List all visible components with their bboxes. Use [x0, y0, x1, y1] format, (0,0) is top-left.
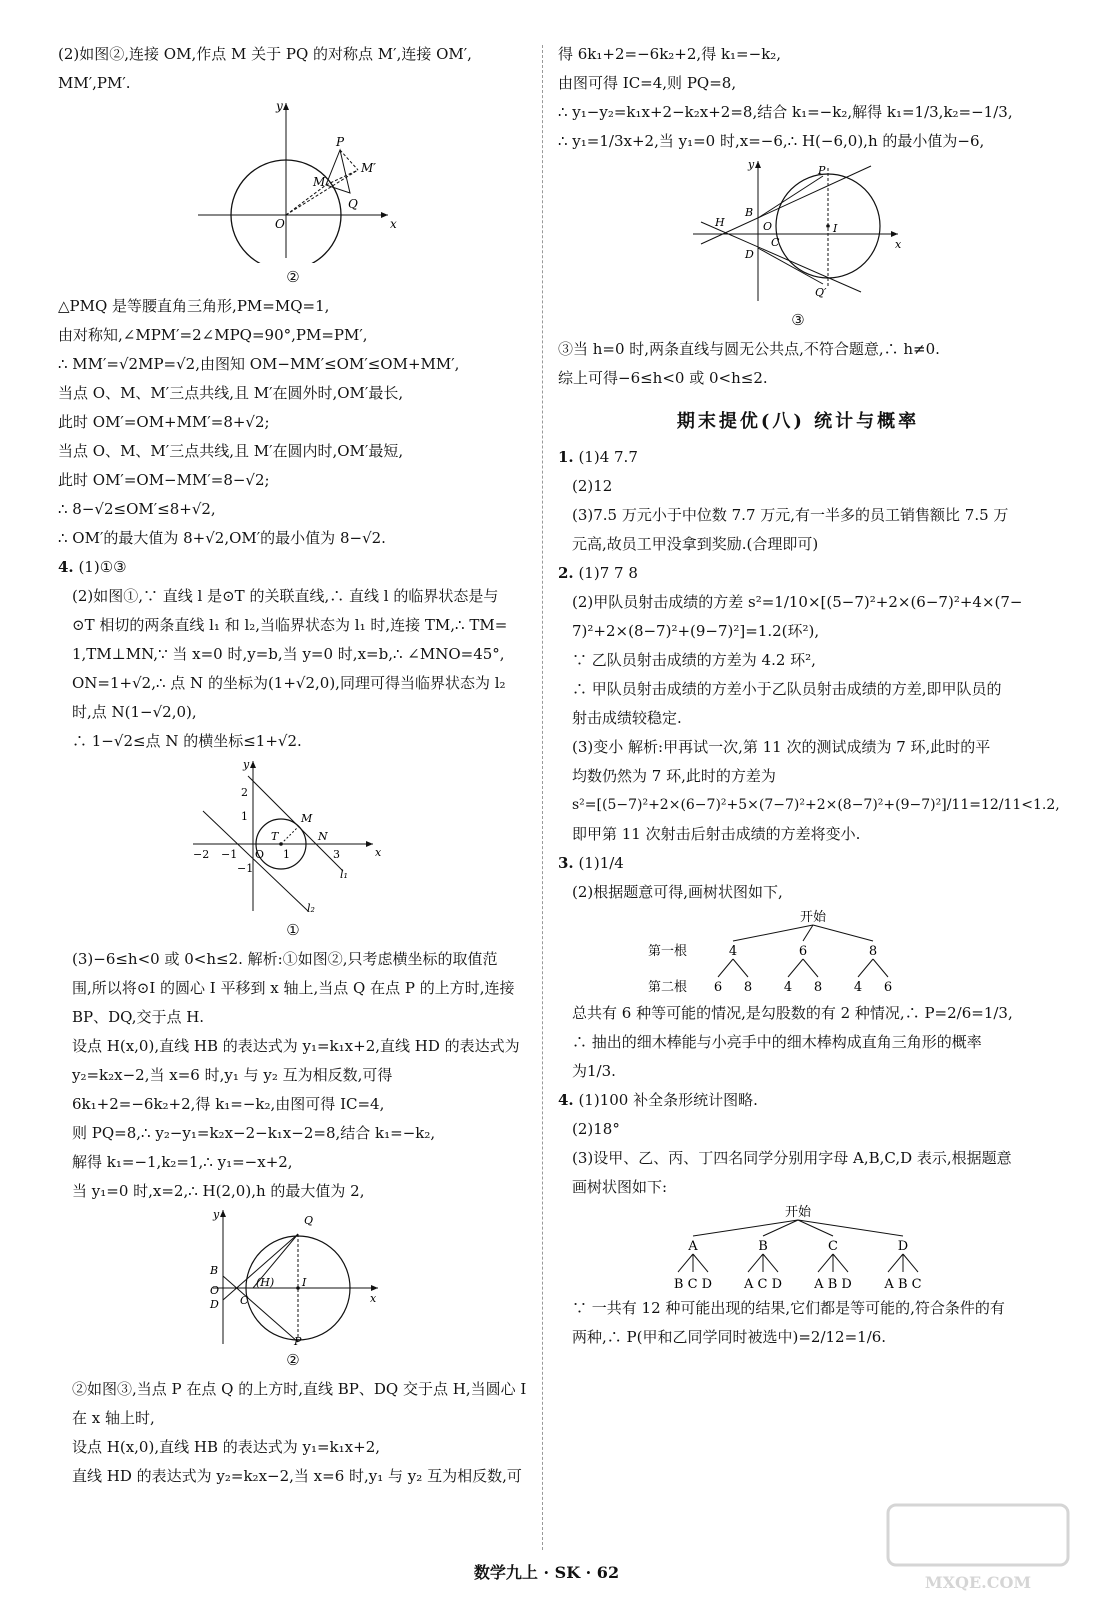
solution-line: 综上可得−6≤h<0 或 0<h≤2.	[558, 369, 768, 387]
q2-line: (1)7 7 8	[578, 564, 638, 582]
solution-line: 此时 OM′=OM+MM′=8+√2;	[58, 413, 270, 431]
svg-text:O: O	[275, 217, 285, 231]
q1-line: 元高,故员工甲没拿到奖励.(合理即可)	[572, 535, 819, 553]
tree-node: B	[758, 1239, 768, 1254]
q4-3b-line: 直线 HD 的表达式为 y₂=k₂x−2,当 x=6 时,y₁ 与 y₂ 互为相反数,可	[72, 1467, 522, 1485]
q4-3-line: 6k₁+2=−6k₂+2,得 k₁=−k₂,由图可得 IC=4,	[72, 1095, 385, 1113]
q2-line: s²=[(5−7)²+2×(6−7)²+5×(7−7)²+2×(8−7)²+(9−7)²]/11=12/11<1.2,	[572, 797, 1060, 813]
solution-line: 当点 O、M、M′三点共线,且 M′在圆外时,OM′最长,	[58, 384, 404, 402]
tree-leaf: 6	[883, 980, 893, 995]
svg-text:I: I	[302, 1276, 307, 1289]
q4-line: (3)设甲、乙、丙、丁四名同学分别用字母 A,B,C,D 表示,根据题意	[572, 1149, 1012, 1167]
svg-text:P: P	[818, 164, 826, 177]
solution-line: △PMQ 是等腰直角三角形,PM=MQ=1,	[58, 297, 330, 315]
svg-text:O: O	[210, 1284, 220, 1297]
svg-text:M: M	[301, 812, 313, 825]
q4-2-line: ∴ 1−√2≤点 N 的横坐标≤1+√2.	[72, 732, 302, 750]
figure-1-tangent-lines	[183, 756, 403, 916]
figure-3-circle	[683, 156, 913, 306]
question-1	[558, 443, 1038, 472]
question-3	[558, 849, 1038, 878]
svg-text:(H): (H)	[256, 1276, 275, 1289]
q4-3-line: 当 y₁=0 时,x=2,∴ H(2,0),h 的最大值为 2,	[72, 1182, 365, 1200]
svg-text:P: P	[336, 135, 345, 149]
figure-1-caption: ①	[286, 921, 300, 939]
tree-node: D	[897, 1239, 909, 1254]
svg-text:T: T	[271, 830, 279, 843]
tree-node: 4	[728, 944, 738, 959]
tree-leaf-group: A B D	[814, 1277, 852, 1292]
svg-text:I: I	[833, 222, 838, 235]
q4-3-line: BP、DQ,交于点 H.	[72, 1008, 205, 1026]
svg-text:y: y	[276, 99, 283, 113]
figure-2-circle	[178, 98, 408, 263]
q4-3-line: 解得 k₁=−1,k₂=1,∴ y₁=−x+2,	[72, 1153, 293, 1171]
question-number: 1.	[558, 448, 574, 466]
svg-text:D: D	[745, 248, 754, 261]
q4-2-line: ⊙T 相切的两条直线 l₁ 和 l₂,当临界状态为 l₁ 时,连接 TM,∴ TM=	[72, 616, 508, 634]
q3-line: (2)根据题意可得,画树状图如下,	[572, 883, 783, 901]
solution-line: ∴ y₁=1/3x+2,当 y₁=0 时,x=−6,∴ H(−6,0),h 的最小值为−6,	[558, 132, 985, 150]
svg-text:B: B	[745, 206, 754, 219]
svg-text:x: x	[895, 238, 902, 251]
svg-text:2: 2	[241, 786, 248, 799]
tree-node: A	[688, 1239, 698, 1254]
q4-line: (1)100 补全条形统计图略.	[578, 1091, 758, 1109]
q4-3-line: 设点 H(x,0),直线 HB 的表达式为 y₁=k₁x+2,直线 HD 的表达式为	[72, 1037, 520, 1055]
tree-start: 开始	[784, 1205, 812, 1220]
q4-line: ∵ 一共有 12 种可能出现的结果,它们都是等可能的,符合条件的有	[572, 1299, 1005, 1317]
question-2	[558, 559, 1038, 588]
q2-line: 7)²+2×(8−7)²+(9−7)²]=1.2(环²),	[572, 622, 820, 640]
question-number: 4.	[558, 1091, 574, 1109]
svg-text:−2: −2	[193, 848, 210, 861]
solution-line: 由图可得 IC=4,则 PQ=8,	[558, 74, 737, 92]
svg-text:C: C	[771, 236, 780, 249]
svg-text:B: B	[210, 1264, 219, 1277]
svg-text:O: O	[255, 848, 265, 861]
q4-3-line: (3)−6≤h<0 或 0<h≤2. 解析:①如图②,只考虑横坐标的取值范	[72, 950, 498, 968]
tree-row-label: 第二根	[648, 980, 688, 995]
solution-line: 由对称知,∠MPM′=2∠MPQ=90°,PM=PM′,	[58, 326, 368, 344]
right-column	[558, 40, 1060, 1352]
solution-line: ∴ y₁−y₂=k₁x+2−k₂x+2=8,结合 k₁=−k₂,解得 k₁=1/3,k₂=−1/3,	[558, 103, 1013, 121]
svg-text:D: D	[210, 1298, 219, 1311]
svg-text:l₂: l₂	[307, 902, 315, 915]
svg-text:x: x	[370, 1292, 377, 1305]
q4-3b-line: 在 x 轴上时,	[72, 1409, 155, 1427]
q3-line: 总共有 6 种等可能的情况,是勾股数的有 2 种情况,∴ P=2/6=1/3,	[572, 1004, 1013, 1022]
svg-text:Q: Q	[348, 197, 358, 211]
solution-line: 此时 OM′=OM−MM′=8−√2;	[58, 471, 270, 489]
svg-text:M: M	[313, 175, 326, 189]
q3-2-line: (2)如图②,连接 OM,作点 M 关于 PQ 的对称点 M′,连接 OM′,	[58, 45, 472, 63]
svg-text:x: x	[375, 846, 382, 859]
q3-line: (1)1/4	[578, 854, 624, 872]
q2-line: ∴ 甲队员射击成绩的方差小于乙队员射击成绩的方差,即甲队员的	[572, 680, 1002, 698]
q2-line: (3)变小 解析:甲再试一次,第 11 次的测试成绩为 7 环,此时的平	[572, 738, 991, 756]
question-4-right	[558, 1086, 1038, 1115]
q4-3b-line: ②如图③,当点 P 在点 Q 的上方时,直线 BP、DQ 交于点 H,当圆心 I	[72, 1380, 527, 1398]
svg-text:O: O	[763, 220, 773, 233]
watermark-text: MXQE.COM	[924, 1573, 1032, 1592]
figure-2b-caption: ②	[286, 1351, 300, 1369]
svg-text:3: 3	[333, 848, 340, 861]
svg-text:l₁: l₁	[340, 868, 348, 881]
page-footer: 数学九上 · SK · 62	[473, 1563, 620, 1582]
solution-line: ③当 h=0 时,两条直线与圆无公共点,不符合题意,∴ h≠0.	[558, 340, 940, 358]
section-title: 期末提优(八) 统计与概率	[676, 411, 920, 432]
q1-line: (1)4 7.7	[578, 448, 638, 466]
q4-2-line: 时,点 N(1−√2,0),	[72, 703, 197, 721]
q3-line: 为1/3.	[572, 1062, 616, 1080]
tree-leaf-group: B C D	[673, 1277, 713, 1292]
left-column	[58, 40, 528, 1491]
q4-3b-line: 设点 H(x,0),直线 HB 的表达式为 y₁=k₁x+2,	[72, 1438, 380, 1456]
tree-start: 开始	[799, 910, 827, 925]
solution-line: 得 6k₁+2=−6k₂+2,得 k₁=−k₂,	[558, 45, 782, 63]
tree-leaf: 8	[743, 980, 753, 995]
question-4	[58, 553, 528, 582]
q2-line: (2)甲队员射击成绩的方差 s²=1/10×[(5−7)²+2×(6−7)²+4×(7−	[572, 593, 1023, 611]
tree-leaf: 4	[853, 980, 863, 995]
tree-leaf: 6	[713, 980, 723, 995]
watermark-logo	[883, 1500, 1073, 1595]
svg-text:y: y	[213, 1208, 220, 1221]
svg-text:1: 1	[283, 848, 290, 861]
tree-row-label: 第一根	[648, 944, 688, 959]
tree-node: 6	[798, 944, 808, 959]
q2-line: 即甲第 11 次射击后射击成绩的方差将变小.	[572, 825, 861, 843]
tree-leaf: 4	[783, 980, 793, 995]
q4-2-line: ON=1+√2,∴ 点 N 的坐标为(1+√2,0),同理可得当临界状态为 l₂	[72, 674, 506, 692]
svg-text:N: N	[318, 830, 328, 843]
svg-text:x: x	[390, 217, 397, 231]
svg-text:y: y	[243, 758, 250, 771]
tree-leaf-group: A C D	[743, 1277, 783, 1292]
q4-3-line: 则 PQ=8,∴ y₂−y₁=k₂x−2−k₁x−2=8,结合 k₁=−k₂,	[72, 1124, 436, 1142]
q1-line: (3)7.5 万元小于中位数 7.7 万元,有一半多的员工销售额比 7.5 万	[572, 506, 1009, 524]
q4-line: 画树状图如下:	[572, 1178, 668, 1196]
figure-3-caption: ③	[791, 311, 805, 329]
svg-text:M′: M′	[361, 161, 377, 175]
q3-2-line: MM′,PM′.	[58, 74, 131, 92]
tree-diagram-sticks	[638, 907, 958, 999]
svg-text:y: y	[748, 158, 755, 171]
solution-line: ∴ MM′=√2MP=√2,由图知 OM−MM′≤OM′≤OM+MM′,	[58, 355, 460, 373]
solution-line: ∴ OM′的最大值为 8+√2,OM′的最小值为 8−√2.	[58, 529, 386, 547]
q4-2-line: 1,TM⊥MN,∵ 当 x=0 时,y=b,当 y=0 时,x=b,∴ ∠MNO=45°,	[72, 645, 505, 663]
svg-text:C: C	[240, 1294, 249, 1307]
question-number: 2.	[558, 564, 574, 582]
tree-diagram-students	[648, 1202, 948, 1294]
q3-line: ∴ 抽出的细木棒能与小亮手中的细木棒构成直角三角形的概率	[572, 1033, 982, 1051]
tree-leaf-group: A B C	[884, 1277, 922, 1292]
q2-line: ∵ 乙队员射击成绩的方差为 4.2 环²,	[572, 651, 816, 669]
svg-text:Q′: Q′	[815, 286, 827, 299]
q2-line: 射击成绩较稳定.	[572, 709, 682, 727]
question-number: 4.	[58, 558, 74, 576]
q4-part1: (1)①③	[78, 558, 127, 576]
svg-text:Q: Q	[304, 1214, 314, 1227]
column-divider	[542, 45, 543, 1550]
svg-text:P: P	[294, 1335, 302, 1346]
question-number: 3.	[558, 854, 574, 872]
svg-text:H: H	[715, 216, 725, 229]
solution-line: 当点 O、M、M′三点共线,且 M′在圆内时,OM′最短,	[58, 442, 404, 460]
q2-line: 均数仍然为 7 环,此时的方差为	[572, 767, 776, 785]
q4-3-line: 围,所以将⊙I 的圆心 I 平移到 x 轴上,当点 Q 在点 P 的上方时,连接	[72, 979, 515, 997]
tree-node: C	[828, 1239, 838, 1254]
q4-2-line: (2)如图①,∵ 直线 l 是⊙T 的关联直线,∴ 直线 l 的临界状态是与	[72, 587, 499, 605]
svg-text:1: 1	[241, 810, 248, 823]
tree-leaf: 8	[813, 980, 823, 995]
solution-line: ∴ 8−√2≤OM′≤8+√2,	[58, 500, 216, 518]
figure-2b-circle	[198, 1206, 388, 1346]
q1-line: (2)12	[572, 477, 613, 495]
svg-text:−1: −1	[237, 862, 254, 875]
tree-node: 8	[868, 944, 878, 959]
figure-2-caption: ②	[286, 268, 300, 286]
q4-3-line: y₂=k₂x−2,当 x=6 时,y₁ 与 y₂ 互为相反数,可得	[72, 1066, 393, 1084]
q4-line: 两种,∴ P(甲和乙同学同时被选中)=2/12=1/6.	[572, 1328, 887, 1346]
svg-text:−1: −1	[221, 848, 238, 861]
q4-line: (2)18°	[572, 1120, 620, 1138]
